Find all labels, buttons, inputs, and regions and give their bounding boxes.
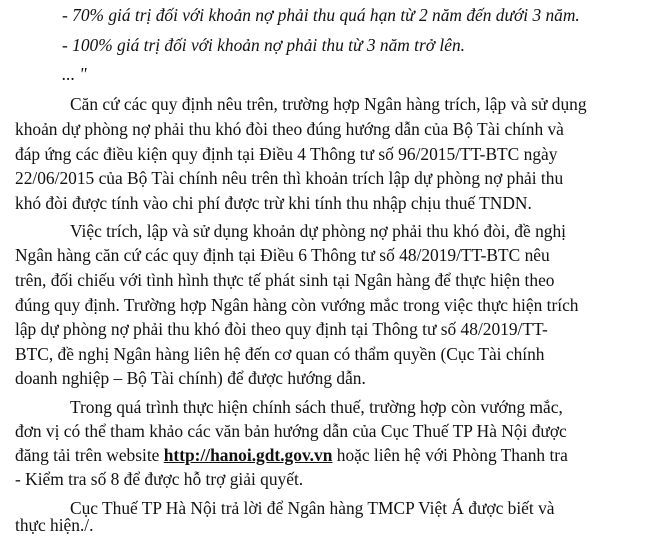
paragraph-3-line-1: Trong quá trình thực hiện chính sách thuế, trường hợp còn vướng mắc, xyxy=(70,397,563,417)
paragraph-2-line-1: Việc trích, lập và sử dụng khoản dự phòng nợ phải thu khó đòi, đề nghị xyxy=(70,221,566,241)
paragraph-1-line-5: khó đòi được tính vào chi phí được trừ khi tính thu nhập chịu thuế TNDN. xyxy=(15,193,532,213)
paragraph-2-line-6: BTC, đề nghị Ngân hàng liên hệ đến cơ quan có thẩm quyền (Cục Tài chính xyxy=(15,344,545,364)
paragraph-3-line-3-start: đăng tải trên website xyxy=(15,445,164,465)
paragraph-1-line-1: Căn cứ các quy định nêu trên, trường hợp Ngân hàng trích, lập và sử dụng xyxy=(70,94,587,114)
paragraph-4-line-1: Cục Thuế TP Hà Nội trả lời để Ngân hàng TMCP Việt Á được biết và xyxy=(70,498,555,518)
list-item-70-percent: - 70% giá trị đối với khoản nợ phải thu quá hạn từ 2 năm đến dưới 3 năm. xyxy=(62,5,580,25)
list-item-ellipsis: ... " xyxy=(62,64,87,84)
paragraph-1-line-4: 22/06/2015 của Bộ Tài chính nêu trên thì khoản trích lập dự phòng nợ phải thu xyxy=(15,168,564,188)
paragraph-4-line-2: thực hiện./. xyxy=(15,515,94,535)
paragraph-2-line-5: lập dự phòng nợ phải thu khó đòi theo quy định tại Thông tư số 48/2019/TT- xyxy=(15,319,548,339)
paragraph-3-line-2: đơn vị có thể tham khảo các văn bản hướng dẫn của Cục Thuế TP Hà Nội được xyxy=(15,421,567,441)
paragraph-3-line-3-end: hoặc liên hệ với Phòng Thanh tra xyxy=(332,445,568,465)
paragraph-3-line-3 xyxy=(15,444,647,466)
paragraph-2-line-3: trên, đối chiếu với tình hình thực tế phát sinh tại Ngân hàng để thực hiện theo xyxy=(15,270,555,290)
paragraph-1-line-3: đáp ứng các điều kiện quy định tại Điều 4 Thông tư số 96/2015/TT-BTC ngày xyxy=(15,144,558,164)
paragraph-2-line-4: đúng quy định. Trường hợp Ngân hàng còn vướng mắc trong việc thực hiện trích xyxy=(15,295,579,315)
paragraph-3-line-4: - Kiểm tra số 8 để được hỗ trợ giải quyết. xyxy=(15,469,304,489)
paragraph-1-line-2: khoản dự phòng nợ phải thu khó đòi theo đúng hướng dẫn của Bộ Tài chính và xyxy=(15,119,564,139)
list-item-100-percent: - 100% giá trị đối với khoản nợ phải thu từ 3 năm trở lên. xyxy=(62,35,465,55)
paragraph-2-line-7: doanh nghiệp – Bộ Tài chính) để được hướng dẫn. xyxy=(15,368,366,388)
paragraph-2-line-2: Ngân hàng căn cứ các quy định tại Điều 6 Thông tư số 48/2019/TT-BTC nêu xyxy=(15,245,550,265)
website-link[interactable]: http://hanoi.gdt.gov.vn xyxy=(163,445,333,465)
